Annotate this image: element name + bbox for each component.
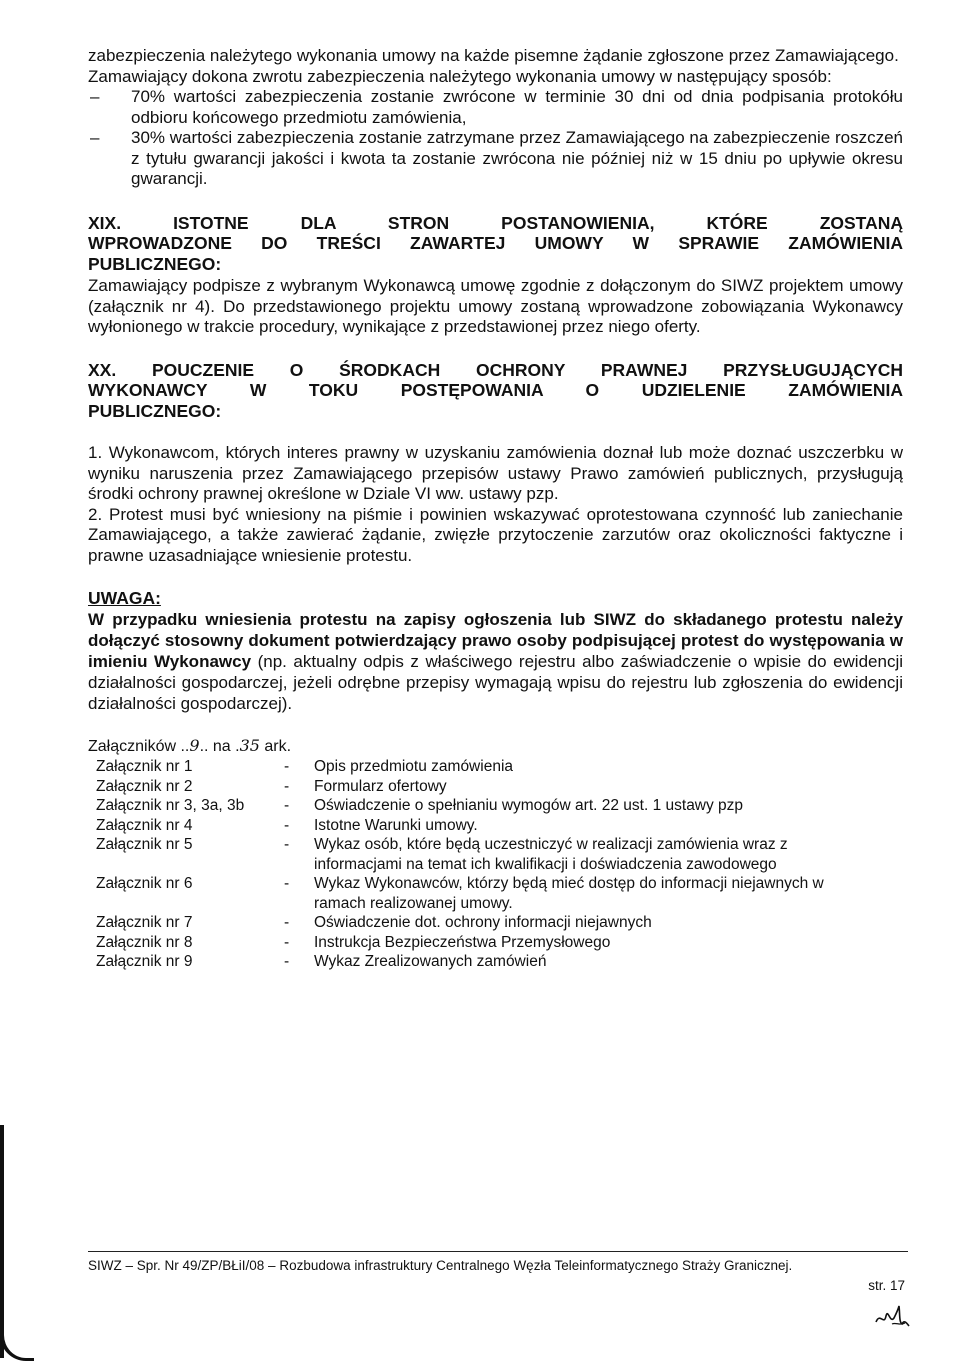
attachment-row [96, 835, 856, 874]
section-xx-heading-line-3: PUBLICZNEGO: [88, 400, 222, 421]
section-xix-heading [88, 213, 903, 275]
refund-item-text: 70% wartości zabezpieczenia zostanie zwrócone w terminie 30 dni od dnia podpisania protokółu odbioru końcowego przedmiotu zamówienia, [131, 87, 903, 127]
attachment-number: Załącznik nr 2 [96, 777, 193, 795]
section-xix-heading-line-2: WPROWADZONE DO TREŚCI ZAWARTEJ UMOWY W SPRAWIE ZAMÓWIENIA [88, 233, 903, 253]
attachment-row [96, 874, 856, 913]
note-title: UWAGA: [88, 588, 161, 608]
attachment-number: Załącznik nr 8 [96, 933, 193, 951]
attachment-row [96, 816, 856, 836]
attachment-description: Opis przedmiotu zamówienia [314, 758, 514, 775]
attachment-row [96, 913, 856, 933]
note-body [88, 609, 903, 714]
attachment-description: Oświadczenie o spełnianiu wymogów art. 22 ust. 1 ustawy pzp [314, 797, 744, 814]
attachments-summary-mid: .. na . [199, 738, 240, 755]
attachments-count-handwritten: 9 [189, 736, 200, 755]
document-page [88, 46, 903, 972]
attachment-number: Załącznik nr 9 [96, 953, 193, 970]
refund-item-text: 30% wartości zabezpieczenia zostanie zatrzymane przez Zamawiającego na zabezpieczenie roszczeń z tytułu gwarancji jakości i kwota ta zostanie zwrócona nie później niż w 15 dniu po upływie okresu gwarancji. [131, 128, 904, 188]
dash-bullet: – [90, 128, 100, 147]
attachment-description: Instrukcja Bezpieczeństwa Przemysłowego [314, 933, 611, 951]
page-number: str. 17 [868, 1278, 905, 1293]
initials-signature-icon [872, 1302, 912, 1332]
attachment-separator: - [284, 953, 290, 970]
attachment-number: Załącznik nr 3, 3a, 3b [96, 797, 245, 814]
attachments-pages-handwritten: 35 [239, 736, 260, 755]
attachment-row [96, 796, 856, 816]
note-regular-text: (np. aktualny odpis z właściwego rejestru albo zaświadczenie o wpisie do ewidencji działalności gospodarczej, jeżeli odrębne przepisy wymagają wpisu do rejestru lub zgłoszenia do ewidencji działalności gospodarczej). [88, 652, 903, 713]
attachment-row [96, 952, 856, 972]
attachments-summary-prefix: Załączników .. [88, 738, 190, 755]
attachment-row [96, 933, 856, 953]
section-xx-paragraph-2: 2. Protest musi być wniesiony na piśmie i powinien wskazywać oprotestowana czynność lub zaniechanie Zamawiającego, a także zawierać żądanie, zwięzłe przytoczenie zarzutów oraz okoliczności faktyczne i prawne uzasadniające wniesienie protestu. [88, 504, 903, 565]
attachment-description: Istotne Warunki umowy. [314, 816, 478, 834]
attachment-number: Załącznik nr 7 [96, 914, 193, 931]
section-xix-heading-line-1: XIX. ISTOTNE DLA STRON POSTANOWIENIA, KTÓRE ZOSTANĄ [88, 212, 903, 233]
attachment-separator: - [284, 758, 290, 775]
refund-item-1 [88, 87, 903, 128]
attachments-list [96, 757, 856, 972]
footer-reference: SIWZ – Spr. Nr 49/ZP/BŁiI/08 – Rozbudowa infrastruktury Centralnego Węzła Teleinformatycznego Straży Granicznej. [88, 1258, 793, 1273]
attachment-separator: - [284, 933, 290, 951]
attachment-description: Wykaz Wykonawców, którzy będą mieć dostęp do informacji niejawnych w ramach realizowanej umowy. [314, 875, 824, 912]
dash-bullet: – [90, 87, 100, 106]
refund-item-2 [88, 128, 903, 190]
attachment-separator: - [284, 816, 290, 834]
attachment-number: Załącznik nr 4 [96, 816, 193, 834]
section-xx-heading-line-2: WYKONAWCY W TOKU POSTĘPOWANIA O UDZIELENIE ZAMÓWIENIA [88, 380, 903, 400]
attachment-row [96, 757, 856, 777]
attachments-summary-suffix: ark. [259, 738, 292, 755]
attachment-number: Załącznik nr 1 [96, 758, 193, 775]
section-xx-heading [88, 360, 903, 422]
attachment-separator: - [284, 875, 290, 892]
section-xx-paragraph-1: 1. Wykonawcom, których interes prawny w uzyskaniu zamówienia doznał lub może doznać uszczerbku w wyniku naruszenia przez Zamawiającego przepisów ustawy Prawo zamówień publicznych, przysługują środki ochrony prawnej określone w Dziale VI ww. ustawy pzp. [88, 443, 903, 503]
section-xx-heading-line-1: XX. POUCZENIE O ŚRODKACH OCHRONY PRAWNEJ PRZYSŁUGUJĄCYCH [88, 359, 903, 380]
note-bold-text: W przypadku wniesienia protestu na zapisy ogłoszenia lub SIWZ do składanego protestu należy dołączyć stosowny dokument potwierdzający prawo osoby podpisującej protest do występowania w imieniu Wykonawcy [88, 610, 903, 671]
attachment-separator: - [284, 836, 290, 853]
attachment-description: Wykaz osób, które będą uczestniczyć w realizacji zamówienia wraz z informacjami na temat ich kwalifikacji i doświadczenia zawodowego [314, 836, 788, 873]
attachment-separator: - [284, 777, 290, 795]
intro-paragraph-2: Zamawiający dokona zwrotu zabezpieczenia należytego wykonania umowy w następujący sposób: [88, 66, 832, 86]
footer-divider [88, 1251, 908, 1252]
attachment-separator: - [284, 914, 290, 931]
section-xix-body: Zamawiający podpisze z wybranym Wykonawcą umowę zgodnie z dołączonym do SIWZ projektem umowy (załącznik nr 4). Do przedstawionego projektu umowy zostaną wprowadzone zobowiązania Wykonawcy wyłonionego w trakcie procedury, wynikające z przedstawionej przez niego oferty. [88, 276, 903, 336]
attachments-summary [88, 736, 903, 757]
attachment-separator: - [284, 797, 290, 814]
attachment-number: Załącznik nr 6 [96, 875, 193, 892]
section-xix-heading-line-3: PUBLICZNEGO: [88, 253, 222, 274]
attachment-number: Załącznik nr 5 [96, 836, 193, 853]
attachment-description: Oświadczenie dot. ochrony informacji niejawnych [314, 914, 652, 931]
attachment-description: Formularz ofertowy [314, 777, 447, 795]
attachment-description: Wykaz Zrealizowanych zamówień [314, 953, 547, 970]
attachment-row [96, 777, 856, 797]
intro-paragraph-1: zabezpieczenia należytego wykonania umowy na każde pisemne żądanie zgłoszone przez Zamawiającego. [88, 46, 899, 65]
